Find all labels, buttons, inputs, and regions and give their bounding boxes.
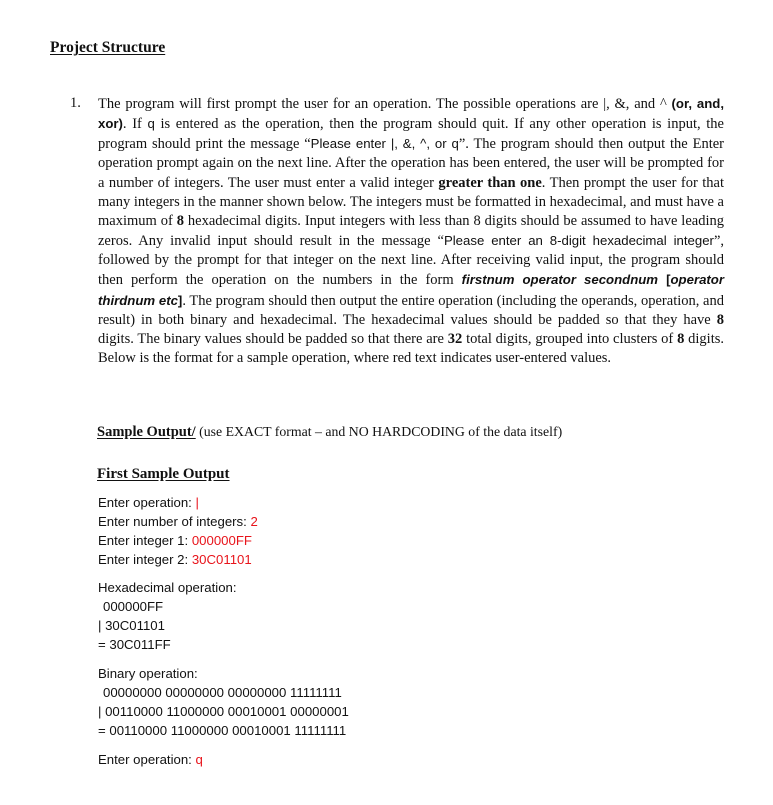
user-input-operation: | bbox=[195, 495, 199, 510]
binary-line-2: | 00110000 11000000 00010001 00000001 bbox=[98, 704, 349, 719]
user-input-int2: 30C01101 bbox=[191, 552, 252, 567]
prompt-count-line: Enter number of integers: 2 bbox=[98, 514, 258, 529]
sample-output-note: (use EXACT format – and NO HARDCODING of the data itself) bbox=[195, 424, 563, 439]
prompt-operation-line: Enter operation: | bbox=[98, 495, 199, 510]
binary-line-3: = 00110000 11000000 00010001 11111111 bbox=[98, 723, 347, 738]
first-sample-heading: First Sample Output bbox=[97, 466, 230, 482]
sample-output-title: Sample Output/ bbox=[97, 424, 196, 440]
hex-line-1: 000000FF bbox=[103, 599, 164, 614]
binary-label: Binary operation: bbox=[98, 666, 198, 681]
prompt-int2-line: Enter integer 2: 30C01101 bbox=[98, 552, 252, 567]
prompt-final-line: Enter operation: q bbox=[98, 752, 203, 767]
list-number: 1. bbox=[70, 95, 81, 111]
sample-output-heading bbox=[97, 424, 562, 441]
prompt-int1-line: Enter integer 1: 000000FF bbox=[98, 533, 252, 548]
user-input-final: q bbox=[195, 752, 203, 767]
section-heading: Project Structure bbox=[50, 39, 166, 56]
hex-line-2: | 30C01101 bbox=[98, 618, 165, 633]
binary-line-1: 00000000 00000000 00000000 11111111 bbox=[103, 685, 342, 700]
requirements-paragraph: The program will first prompt the user for an operation. The possible operations are |, &, and ^ (or, and, xor). If q is entered as the operation, then the program should quit. If any other operation is input, the program should print the message “Please enter |, &, ^, or q”. The program should then output the Enter operation prompt again on the next line. After the operation has been entered, the user will be prompted for a number of integers. The user must enter a valid integer greater than one. Then prompt the user for that many integers in the manner shown below. The integers must be formatted in hexadecimal, and must have a maximum of 8 hexadecimal digits. Input integers with less than 8 digits should be assumed to have leading zeros. Any invalid input should result in the message “Please enter an 8-digit hexadecimal integer”, followed by the prompt for that integer on the next line. After receiving valid input, the program should then perform the operation on the numbers in the form firstnum operator secondnum [operator thirdnum etc]. The program should then output the entire operation (including the operands, operation, and result) in both binary and hexadecimal. The hexadecimal values should be padded so that they have 8 digits. The binary values should be padded so that there are 32 total digits, grouped into clusters of 8 digits. Below is the format for a sample operation, where red text indicates user-entered values. bbox=[98, 96, 725, 367]
user-input-count: 2 bbox=[250, 514, 258, 529]
user-input-int1: 000000FF bbox=[191, 533, 252, 548]
hex-line-3: = 30C011FF bbox=[98, 637, 171, 652]
hex-label: Hexadecimal operation: bbox=[98, 580, 237, 595]
